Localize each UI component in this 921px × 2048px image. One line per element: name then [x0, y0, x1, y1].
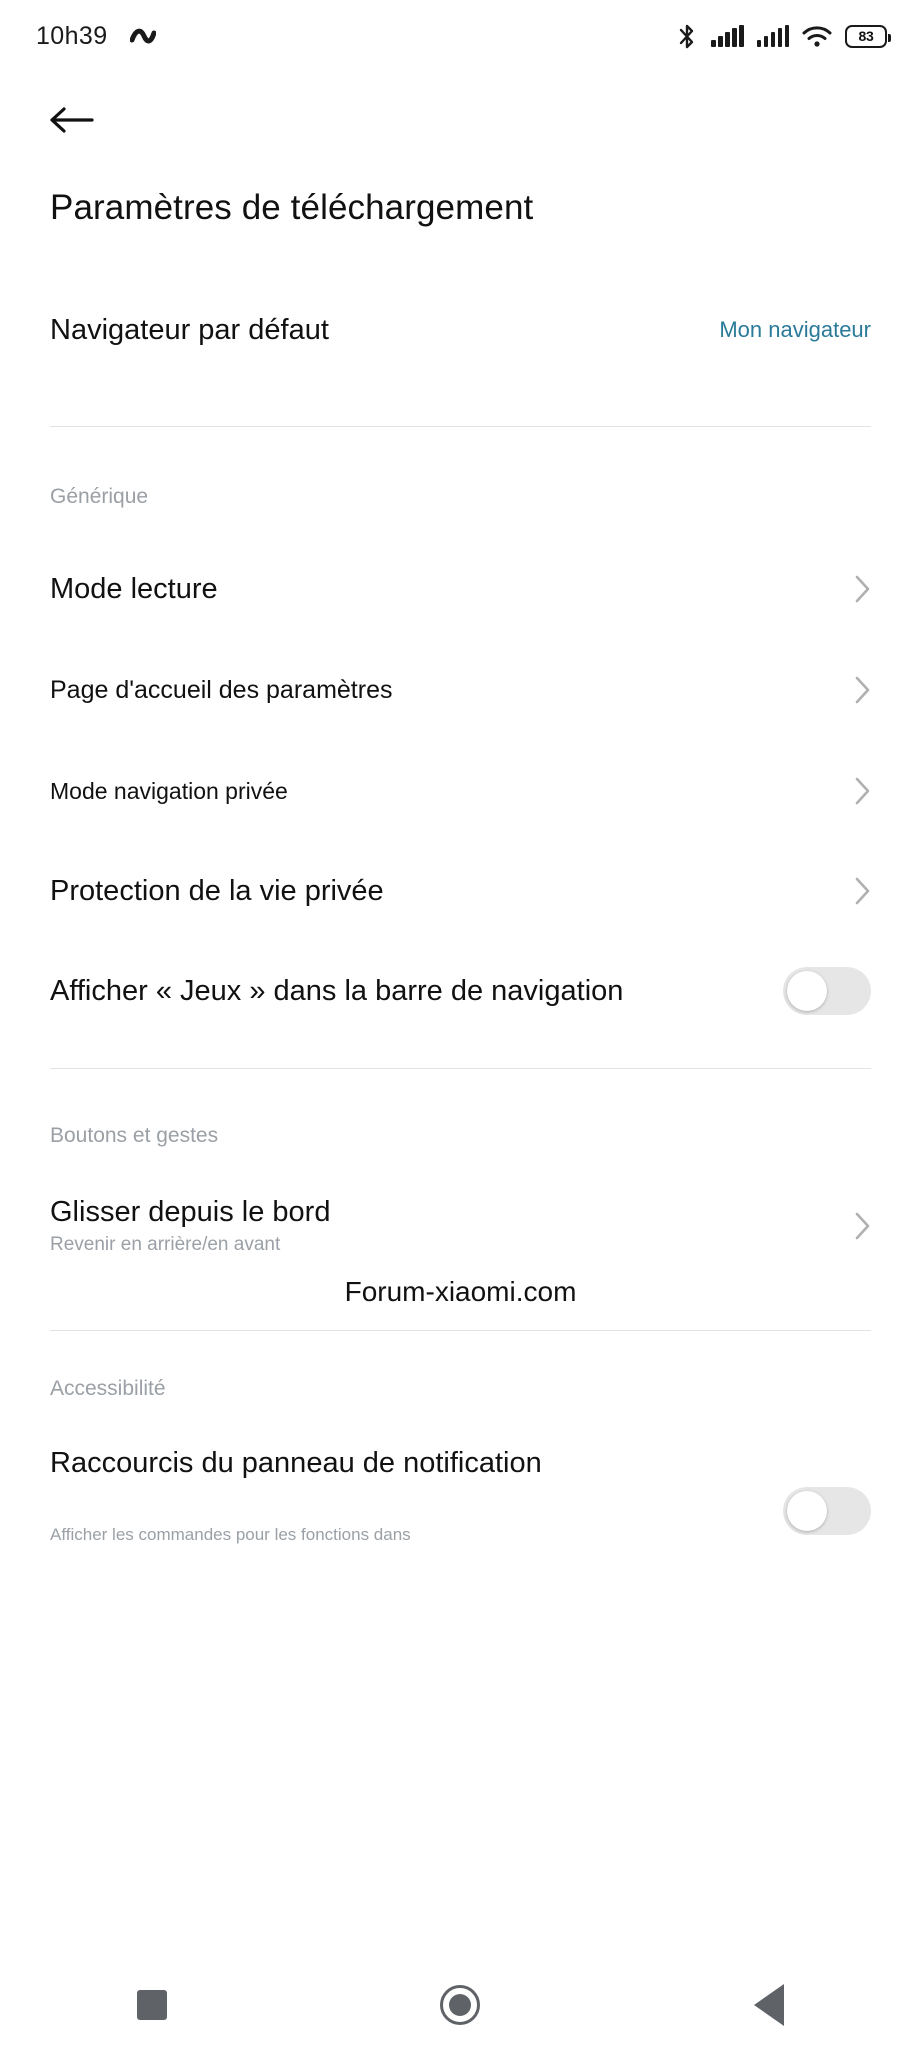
setting-title: Protection de la vie privée: [50, 874, 384, 907]
setting-subtitle: Revenir en arrière/en avant: [50, 1234, 281, 1255]
chevron-right-icon: [855, 676, 871, 704]
setting-row-mode-lecture[interactable]: [0, 557, 921, 621]
toggle-raccourcis-notification[interactable]: [783, 1487, 871, 1535]
divider: [50, 1068, 871, 1069]
chevron-right-icon: [855, 575, 871, 603]
setting-text-block: [50, 1447, 783, 1545]
setting-row-page-accueil[interactable]: [0, 658, 921, 722]
battery-icon: [845, 25, 887, 48]
signal-sim2-icon: [757, 25, 790, 47]
signal-sim1-icon: [711, 25, 744, 47]
setting-title: Glisser depuis le bord: [50, 1196, 331, 1228]
section-label-accessibilite: Accessibilité: [50, 1377, 166, 1400]
setting-row-protection-vie-privee[interactable]: [0, 859, 921, 923]
toggle-knob: [787, 971, 827, 1011]
setting-subtitle: Afficher les commandes pour les fonctions dans: [50, 1525, 411, 1544]
toggle-afficher-jeux[interactable]: [783, 967, 871, 1015]
section-label-boutons-gestes: Boutons et gestes: [50, 1124, 219, 1147]
setting-title: Afficher « Jeux » dans la barre de navigation: [50, 974, 624, 1007]
status-bar-right: [676, 23, 887, 50]
chevron-right-icon: [855, 777, 871, 805]
setting-title: Mode lecture: [50, 572, 218, 605]
chevron-right-icon: [855, 1212, 871, 1240]
setting-title: Page d'accueil des paramètres: [50, 675, 393, 704]
toggle-knob: [787, 1491, 827, 1531]
back-triangle-icon[interactable]: [754, 1984, 784, 2026]
setting-row-default-browser[interactable]: [0, 298, 921, 362]
page-title: Paramètres de téléchargement: [50, 188, 534, 227]
home-circle-icon[interactable]: [440, 1985, 480, 2025]
battery-level: 83: [858, 28, 874, 44]
setting-title: Mode navigation privée: [50, 777, 288, 804]
bluetooth-icon: [676, 23, 698, 50]
settings-list: [0, 228, 921, 1962]
watermark: Forum-xiaomi.com: [344, 1276, 577, 1307]
recents-square-icon[interactable]: [137, 1990, 167, 2020]
back-arrow-icon[interactable]: [48, 105, 94, 135]
setting-row-raccourcis-notification[interactable]: [0, 1447, 921, 1545]
setting-row-glisser-depuis-bord[interactable]: [0, 1194, 921, 1258]
wifi-icon: [802, 25, 832, 48]
status-clock: 10h39: [36, 21, 108, 50]
setting-title: Raccourcis du panneau de notification: [50, 1447, 542, 1479]
divider: [50, 426, 871, 427]
chevron-right-icon: [855, 877, 871, 905]
setting-row-afficher-jeux[interactable]: [0, 959, 921, 1023]
header-bar: [0, 72, 921, 168]
status-bar-left: [36, 22, 156, 51]
default-browser-label: Navigateur par défaut: [50, 313, 329, 346]
divider: [50, 1330, 871, 1331]
app-indicator-icon: [130, 25, 156, 47]
section-label-generique: Générique: [50, 485, 149, 508]
setting-row-navigation-privee[interactable]: [0, 759, 921, 823]
setting-text-block: [50, 1196, 839, 1256]
default-browser-value: Mon navigateur: [719, 317, 871, 342]
system-navigation-bar: [0, 1962, 921, 2048]
status-bar: [0, 0, 921, 72]
